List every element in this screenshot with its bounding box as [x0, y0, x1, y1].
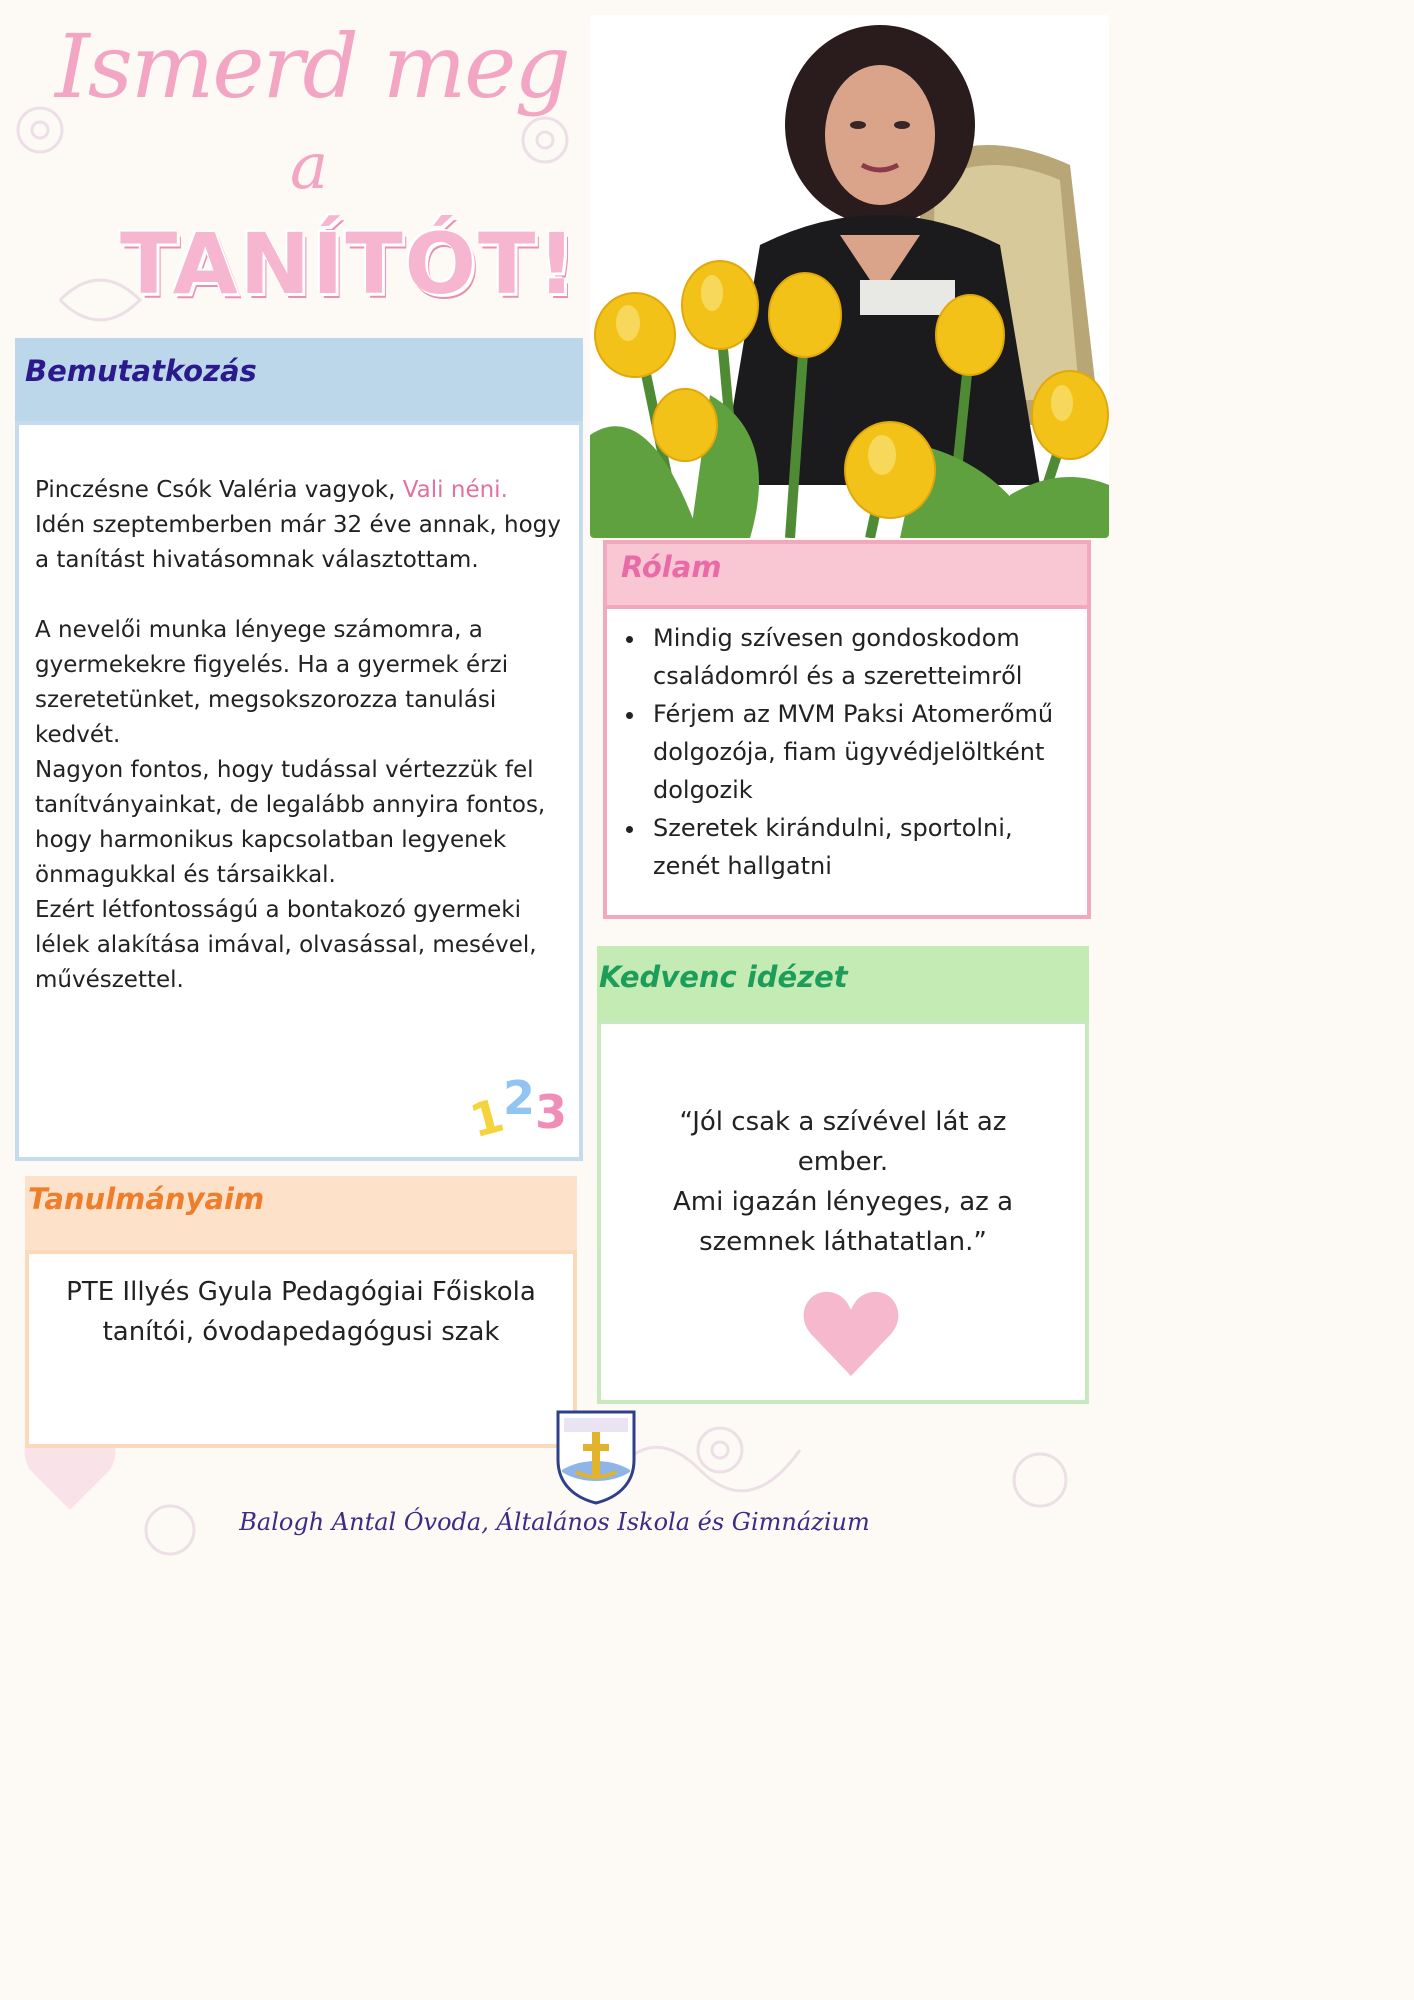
- intro-paragraph-4: Ezért létfontosságú a bontakozó gyermeki lélek alakítása imával, olvasással, mesével, művészettel.: [35, 897, 537, 993]
- about-body: [603, 605, 1091, 919]
- number-two: 2: [502, 1071, 535, 1125]
- title-line-3: TANÍTÓT!: [120, 215, 578, 313]
- title-line-2: a: [290, 130, 329, 204]
- studies-body: [25, 1250, 577, 1448]
- about-header: [603, 540, 1091, 605]
- about-heading: Rólam: [621, 550, 722, 584]
- heart-icon: [801, 1286, 901, 1382]
- numbers-decoration: [464, 1071, 567, 1149]
- about-list: [607, 619, 1077, 885]
- intro-spacer: [35, 578, 561, 613]
- studies-header: [25, 1176, 577, 1252]
- intro-paragraph-1: Idén szeptemberben már 32 éve annak, hogy a tanítást hivatásomnak választottam.: [35, 512, 561, 573]
- about-item: • Mindig szívesen gondoskodom családomról és a szeretteimről: [647, 619, 1077, 695]
- number-three: 3: [534, 1085, 567, 1139]
- intro-nickname: Vali néni.: [402, 477, 508, 503]
- intro-line-1: [35, 473, 561, 508]
- school-crest-logo: [556, 1410, 636, 1505]
- intro-name: Pinczésne Csók Valéria vagyok,: [35, 477, 403, 503]
- teacher-photo: [590, 15, 1109, 538]
- studies-text: PTE Illyés Gyula Pedagógiai Főiskola tanítói, óvodapedagógusi szak: [66, 1277, 536, 1347]
- intro-heading: Bemutatkozás: [25, 354, 257, 388]
- footer-school-name: Balogh Antal Óvoda, Általános Iskola és Gimnázium: [239, 1508, 870, 1536]
- title-line-1: Ismerd meg: [55, 15, 569, 118]
- about-item: • Szeretek kirándulni, sportolni, zenét hallgatni: [647, 809, 1077, 885]
- number-one: 1: [464, 1087, 510, 1149]
- quote-line-1: “Jól csak a szívével lát az ember.: [679, 1107, 1007, 1177]
- intro-body: [15, 421, 583, 1161]
- studies-heading: Tanulmányaim: [28, 1182, 265, 1216]
- intro-paragraph-2: A nevelői munka lényege számomra, a gyermekekre figyelés. Ha a gyermek érzi szeretetünket, megsokszorozza tanulási kedvét.: [35, 617, 509, 748]
- quote-header: [597, 946, 1089, 1022]
- about-item: • Férjem az MVM Paksi Atomerőmű dolgozója, fiam ügyvédjelöltként dolgozik: [647, 695, 1077, 809]
- quote-line-2: Ami igazán lényeges, az a szemnek láthatatlan.”: [672, 1187, 1014, 1257]
- intro-header: [15, 338, 583, 421]
- quote-body: [597, 1020, 1089, 1404]
- quote-heading: Kedvenc idézet: [599, 960, 848, 994]
- intro-paragraph-3: Nagyon fontos, hogy tudással vértezzük fel tanítványainkat, de legalább annyira fontos, hogy harmonikus kapcsolatban legyenek önmagukkal és társaikkal.: [35, 757, 546, 888]
